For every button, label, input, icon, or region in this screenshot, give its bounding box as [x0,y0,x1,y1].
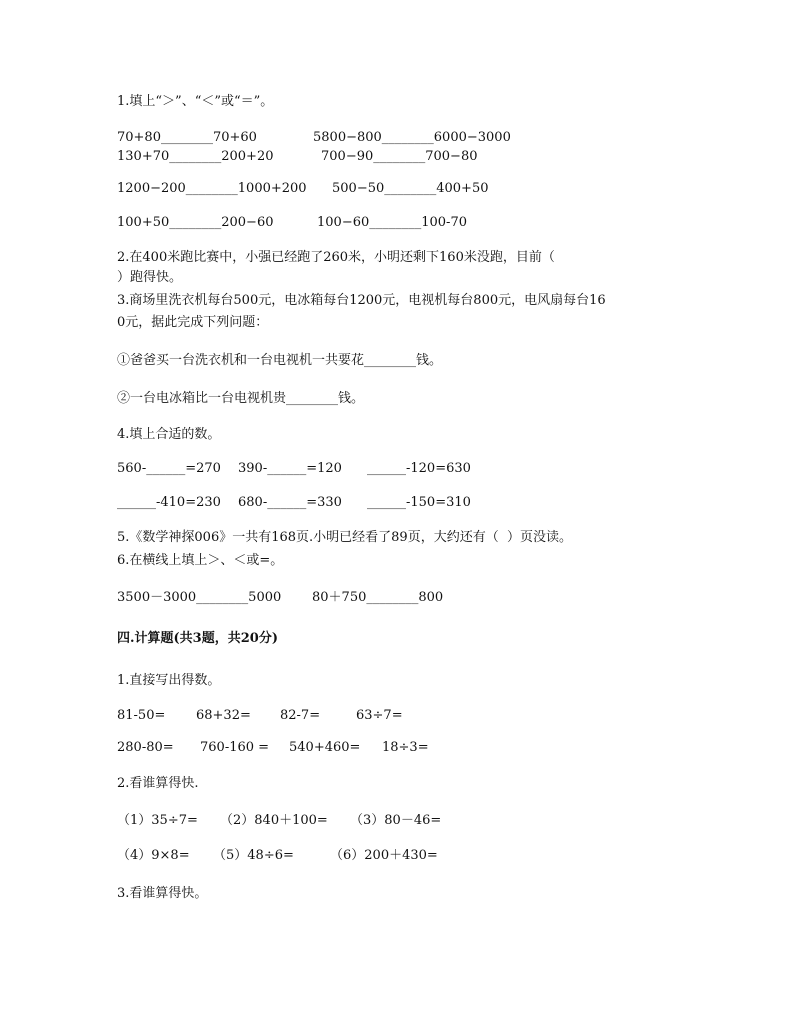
q1-item: 130+70________200+20 [117,149,274,164]
c1-title: 1.直接写出得数。 [117,673,221,688]
q2-text-line2: ）跑得快。 [117,270,183,285]
q4-item: ______-120=630 [367,461,471,476]
c2-item: （2）840＋100= [220,813,328,828]
q4-item: 560-______=270 [117,461,221,476]
q1-item: 5800−800________6000−3000 [313,130,511,145]
q2-text-line1: 2.在400米跑比赛中，小强已经跑了260米，小明还剩下160米没跑，目前（ [117,250,555,265]
q3-subquestion-1: ①爸爸买一台洗衣机和一台电视机一共要花________钱。 [117,353,443,368]
c2-item: （4）9×8= [117,848,190,863]
c3-title: 3.看谁算得快。 [117,886,208,901]
q1-item: 500−50________400+50 [332,181,489,196]
q1-item: 100+50________200−60 [117,215,274,230]
c1-item: 81-50= [117,708,166,723]
c1-item: 63÷7= [356,708,403,723]
q1-title: 1.填上“＞”、“＜”或“＝”。 [117,94,274,109]
q1-item: 700−90________700−80 [321,149,478,164]
q6-title: 6.在横线上填上＞、＜或=。 [117,553,284,568]
q3-subquestion-2: ②一台电冰箱比一台电视机贵________钱。 [117,391,365,406]
c2-item: （5）48÷6= [213,848,294,863]
c2-item: （3）80－46= [350,813,442,828]
c2-title: 2.看谁算得快. [117,776,199,791]
c1-item: 82-7= [280,708,321,723]
q4-item: ______-410=230 [117,495,221,510]
q1-item: 70+80________70+60 [117,130,257,145]
q6-item: 80＋750________800 [312,590,444,605]
q1-item: 1200−200________1000+200 [117,181,307,196]
q1-item: 100−60________100-70 [317,215,467,230]
c1-item: 540+460= [289,740,361,755]
c1-item: 68+32= [196,708,251,723]
q4-item: ______-150=310 [367,495,471,510]
q6-item: 3500－3000________5000 [117,590,282,605]
section-heading: 四.计算题(共3题，共20分) [117,631,278,646]
q4-item: 390-______=120 [238,461,342,476]
q5-text: 5.《数学神探006》一共有168页.小明已经看了89页，大约还有（ ）页没读。 [117,530,572,545]
c1-item: 18÷3= [382,740,429,755]
q4-item: 680-______=330 [238,495,342,510]
c1-item: 760-160 = [200,740,270,755]
q3-text-line1: 3.商场里洗衣机每台500元，电冰箱每台1200元，电视机每台800元，电风扇每台16 [117,293,606,308]
c2-item: （6）200＋430= [330,848,438,863]
q3-text-line2: 0元，据此完成下列问题： [117,315,269,330]
c2-item: （1）35÷7= [117,813,198,828]
c1-item: 280-80= [117,740,174,755]
q4-title: 4.填上合适的数。 [117,427,221,442]
